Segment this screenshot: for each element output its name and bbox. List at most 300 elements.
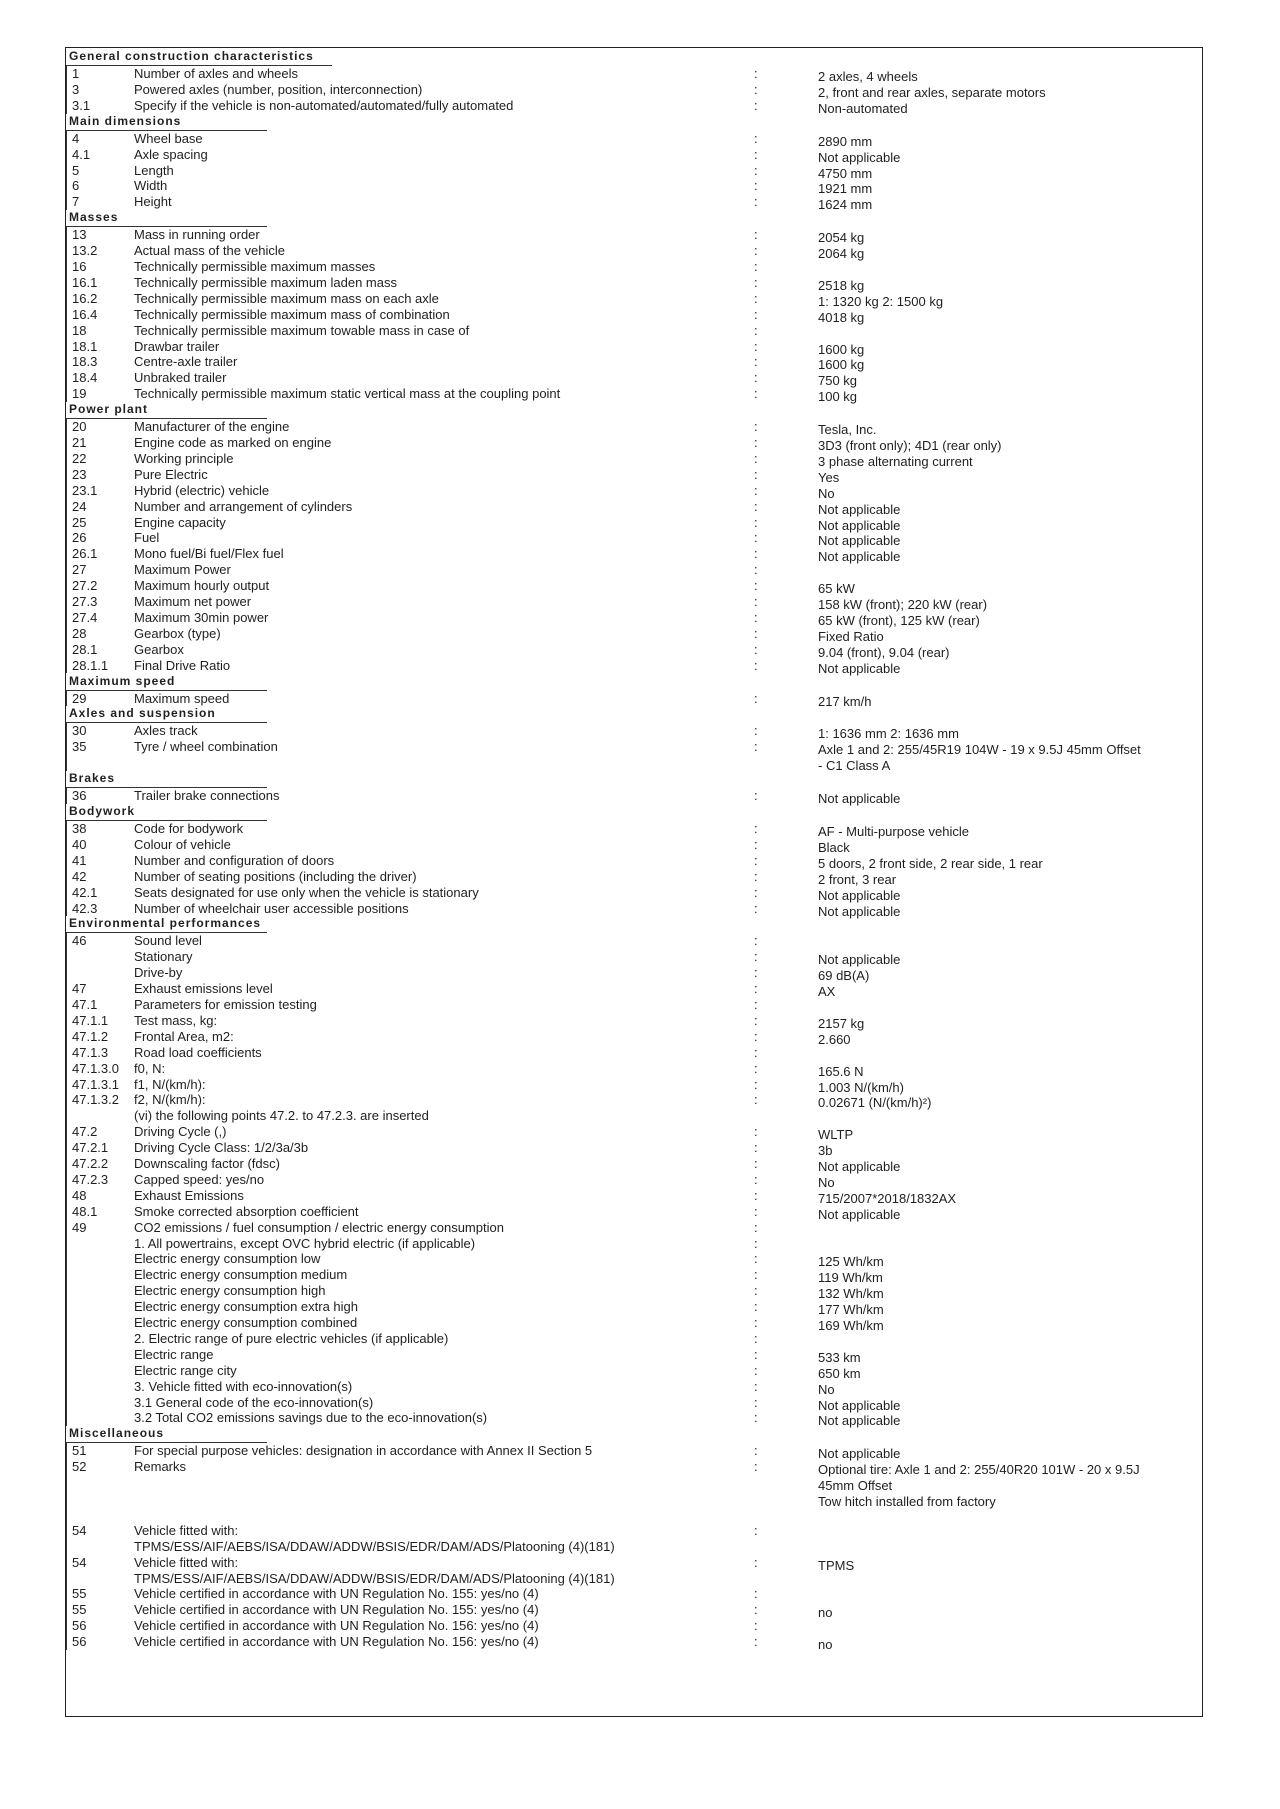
separator-colon: :: [754, 852, 758, 868]
spec-row: [66, 1507, 1202, 1523]
item-label: 3.2 Total CO2 emissions savings due to the eco-innovation(s): [134, 1410, 488, 1426]
item-value: 715/2007*2018/1832AX: [818, 1190, 957, 1206]
item-value: 2 axles, 4 wheels: [818, 69, 918, 84]
item-label: Actual mass of the vehicle: [134, 243, 286, 259]
item-value: Not applicable: [818, 549, 901, 565]
item-number: 29: [72, 690, 87, 706]
item-label: Fuel: [134, 530, 160, 546]
item-value: 4750 mm: [818, 165, 873, 181]
separator-colon: :: [754, 1124, 758, 1140]
item-value: 2, front and rear axles, separate motors: [818, 84, 1046, 100]
separator-colon: :: [754, 1283, 758, 1299]
item-value: 2 front, 3 rear: [818, 871, 897, 887]
item-label: Technically permissible maximum masses: [134, 259, 376, 274]
spec-row: [66, 1077, 1202, 1093]
spec-row: [66, 1410, 1202, 1429]
spec-row: [66, 1124, 1202, 1143]
spec-row: [66, 386, 1202, 405]
item-label: Number of axles and wheels: [134, 66, 299, 81]
item-label: TPMS/ESS/AIF/AEBS/ISA/DDAW/ADDW/BSIS/EDR/DAM/ADS/Platooning (4)(181): [134, 1570, 615, 1586]
separator-colon: :: [754, 274, 758, 290]
spec-row: [66, 1283, 1202, 1302]
item-label: Test mass, kg:: [134, 1012, 218, 1028]
item-label: Number and configuration of doors: [134, 852, 335, 868]
spec-row: [66, 853, 1202, 869]
separator-colon: :: [754, 1076, 758, 1092]
separator-colon: :: [754, 482, 758, 498]
item-value: 65 kW (front), 125 kW (rear): [818, 612, 980, 628]
item-label: Height: [134, 194, 172, 210]
spec-row: [66, 467, 1202, 483]
separator-colon: :: [754, 1634, 758, 1650]
spec-row: [66, 515, 1202, 531]
separator-colon: :: [754, 419, 758, 435]
item-value: 217 km/h: [818, 693, 872, 709]
section-title: Power plant: [66, 402, 148, 416]
spec-row: [66, 1347, 1202, 1363]
item-value: Tow hitch installed from factory: [818, 1494, 996, 1509]
item-value: 2157 kg: [818, 1015, 865, 1031]
item-value: AF - Multi-purpose vehicle: [818, 824, 969, 839]
item-number: 47.1: [72, 997, 98, 1012]
spec-row: [66, 1555, 1202, 1571]
item-number: 55: [72, 1602, 87, 1618]
item-label: Road load coefficients: [134, 1044, 262, 1060]
item-number: 48.1: [72, 1203, 98, 1219]
separator-colon: :: [754, 1156, 758, 1171]
spec-row: [66, 147, 1202, 163]
item-value: no: [818, 1605, 833, 1621]
item-label: f0, N:: [134, 1060, 166, 1076]
item-label: For special purpose vehicles: designation in accordance with Annex II Section 5: [134, 1443, 593, 1459]
separator-colon: :: [754, 657, 758, 673]
item-value: 1624 mm: [818, 197, 873, 213]
spec-row: [66, 1299, 1202, 1318]
item-number: 42: [72, 868, 87, 884]
item-value: Not applicable: [818, 791, 901, 807]
separator-colon: :: [754, 933, 758, 949]
item-number: 3.1: [72, 97, 91, 113]
separator-colon: :: [754, 338, 758, 354]
separator-colon: :: [754, 625, 758, 641]
item-label: Colour of vehicle: [134, 836, 231, 852]
spec-row: [66, 869, 1202, 885]
item-number: 24: [72, 498, 87, 514]
item-number: 27.3: [72, 594, 98, 609]
separator-colon: :: [754, 1602, 758, 1618]
item-number: 16.1: [72, 274, 98, 290]
item-number: 42.3: [72, 900, 98, 916]
item-label: Maximum speed: [134, 690, 230, 706]
separator-colon: :: [754, 1554, 758, 1570]
separator-colon: :: [754, 1092, 758, 1108]
item-label: Vehicle certified in accordance with UN Regulation No. 156: yes/no (4): [134, 1618, 539, 1634]
spec-row: [66, 163, 1202, 179]
item-value: Optional tire: Axle 1 and 2: 255/40R20 101W - 20 x 9.5J: [818, 1462, 1140, 1478]
spec-row: [66, 1220, 1202, 1236]
separator-colon: :: [754, 1251, 758, 1267]
separator-colon: :: [754, 1267, 758, 1283]
separator-colon: :: [754, 1378, 758, 1394]
item-value: 2.660: [818, 1031, 851, 1047]
item-value: 1600 kg: [818, 357, 865, 373]
item-label: Tyre / wheel combination: [134, 739, 278, 755]
item-number: 23: [72, 466, 87, 482]
item-number: 1: [72, 66, 80, 81]
item-label: Driving Cycle (,): [134, 1124, 227, 1140]
item-value: Not applicable: [818, 501, 901, 517]
separator-colon: :: [754, 868, 758, 884]
item-value: 1: 1320 kg 2: 1500 kg: [818, 293, 944, 309]
separator-colon: :: [754, 1140, 758, 1156]
separator-colon: :: [754, 562, 758, 578]
item-value: Not applicable: [818, 1413, 901, 1429]
spec-row: [66, 1571, 1202, 1587]
separator-colon: :: [754, 609, 758, 625]
item-value: 533 km: [818, 1349, 861, 1365]
item-label: Number and arrangement of cylinders: [134, 498, 353, 514]
item-value: Tesla, Inc.: [818, 422, 877, 438]
item-label: Exhaust emissions level: [134, 981, 273, 997]
section-title: Masses: [66, 210, 118, 224]
section-title: Axles and suspension: [66, 706, 216, 720]
separator-colon: :: [754, 386, 758, 402]
separator-colon: :: [754, 1618, 758, 1634]
item-value: 3D3 (front only); 4D1 (rear only): [818, 438, 1002, 453]
item-label: Remarks: [134, 1459, 187, 1475]
item-value: Non-automated: [818, 100, 908, 116]
item-label: Centre-axle trailer: [134, 354, 238, 370]
item-value: 9.04 (front), 9.04 (rear): [818, 644, 950, 660]
item-number: 16: [72, 259, 87, 274]
item-value: Not applicable: [818, 1206, 901, 1222]
item-label: Electric energy consumption extra high: [134, 1299, 359, 1315]
spec-row: [66, 1140, 1202, 1159]
item-label: Axles track: [134, 723, 198, 739]
item-label: Technically permissible maximum mass of combination: [134, 306, 450, 322]
item-value: Not applicable: [818, 903, 901, 919]
item-number: 49: [72, 1219, 87, 1235]
item-value: 2518 kg: [818, 277, 865, 293]
item-label: Parameters for emission testing: [134, 997, 317, 1012]
separator-colon: :: [754, 1346, 758, 1362]
item-number: 35: [72, 739, 87, 755]
section-title: Brakes: [66, 771, 115, 785]
separator-colon: :: [754, 884, 758, 900]
spec-row: [66, 1586, 1202, 1602]
item-number: 22: [72, 450, 87, 466]
separator-colon: :: [754, 981, 758, 997]
separator-colon: :: [754, 97, 758, 113]
item-label: f1, N/(km/h):: [134, 1076, 206, 1092]
item-number: 18.4: [72, 370, 98, 386]
item-number: 47.2.1: [72, 1140, 109, 1156]
item-value: Black: [818, 839, 850, 855]
spec-row: [66, 691, 1202, 707]
separator-colon: :: [754, 1171, 758, 1187]
spec-row: [66, 1315, 1202, 1331]
item-label: 2. Electric range of pure electric vehicles (if applicable): [134, 1330, 449, 1346]
separator-colon: :: [754, 821, 758, 836]
item-number: 51: [72, 1443, 87, 1459]
item-number: 41: [72, 852, 87, 868]
item-value: 2890 mm: [818, 133, 873, 149]
item-number: 3: [72, 81, 80, 97]
item-label: Vehicle certified in accordance with UN Regulation No. 156: yes/no (4): [134, 1634, 539, 1650]
separator-colon: :: [754, 1362, 758, 1378]
spec-row: [66, 949, 1202, 968]
item-number: 47.2: [72, 1124, 98, 1140]
item-value: 650 km: [818, 1365, 861, 1381]
separator-colon: :: [754, 641, 758, 657]
spec-row: [66, 610, 1202, 626]
item-value: Not applicable: [818, 887, 901, 903]
separator-colon: :: [754, 66, 758, 81]
item-number: 26: [72, 530, 87, 546]
item-value: 1600 kg: [818, 341, 865, 357]
separator-colon: :: [754, 1012, 758, 1028]
spec-row: [66, 1634, 1202, 1653]
separator-colon: :: [754, 1330, 758, 1346]
separator-colon: :: [754, 1235, 758, 1251]
item-label: Downscaling factor (fdsc): [134, 1156, 280, 1171]
item-value: Not applicable: [818, 952, 901, 968]
separator-colon: :: [754, 466, 758, 482]
spec-row: [66, 98, 1202, 114]
spec-row: [66, 1092, 1202, 1111]
item-value: Not applicable: [818, 660, 901, 676]
separator-colon: :: [754, 1394, 758, 1410]
item-label: Mass in running order: [134, 227, 260, 243]
item-number: 4: [72, 130, 80, 146]
item-number: 54: [72, 1522, 87, 1538]
item-number: 25: [72, 514, 87, 530]
item-number: 13.2: [72, 243, 98, 259]
item-label: Electric energy consumption medium: [134, 1267, 348, 1283]
item-label: Electric range: [134, 1346, 214, 1362]
item-number: 26.1: [72, 546, 98, 562]
item-number: 48: [72, 1187, 87, 1203]
separator-colon: :: [754, 546, 758, 562]
spec-row: [66, 307, 1202, 323]
item-value: Not applicable: [818, 533, 901, 549]
item-label: Trailer brake connections: [134, 788, 280, 804]
spec-row: [66, 1443, 1202, 1462]
item-number: 18.3: [72, 354, 98, 370]
separator-colon: :: [754, 530, 758, 546]
item-number: 27.4: [72, 609, 98, 625]
item-label: Stationary: [134, 949, 193, 965]
section-title: Main dimensions: [66, 114, 181, 128]
item-label: Final Drive Ratio: [134, 657, 231, 673]
spec-row: [66, 82, 1202, 98]
spec-row: [66, 1172, 1202, 1188]
item-label: Maximum 30min power: [134, 609, 269, 625]
separator-colon: :: [754, 900, 758, 916]
spec-row: [66, 739, 1202, 758]
item-value: 100 kg: [818, 389, 858, 405]
item-number: 56: [72, 1618, 87, 1634]
item-number: 27: [72, 562, 87, 578]
item-label: Smoke corrected absorption coefficient: [134, 1203, 359, 1219]
item-label: (vi) the following points 47.2. to 47.2.3. are inserted: [134, 1108, 429, 1124]
item-value: Not applicable: [818, 149, 901, 165]
item-value: No: [818, 1174, 835, 1190]
item-number: 56: [72, 1634, 87, 1650]
spec-row: [66, 1045, 1202, 1061]
item-number: 18: [72, 322, 87, 338]
spec-row: [66, 1491, 1202, 1507]
spec-row: [66, 594, 1202, 610]
separator-colon: :: [754, 1459, 758, 1475]
item-label: Hybrid (electric) vehicle: [134, 482, 270, 498]
item-label: Electric range city: [134, 1362, 237, 1378]
separator-colon: :: [754, 227, 758, 243]
item-value: 158 kW (front); 220 kW (rear): [818, 597, 988, 612]
separator-colon: :: [754, 498, 758, 514]
spec-row: [66, 1618, 1202, 1634]
item-value: 169 Wh/km: [818, 1318, 884, 1333]
separator-colon: :: [754, 1315, 758, 1330]
spec-row: [66, 419, 1202, 438]
item-value: 0.02671 (N/(km/h)²): [818, 1095, 932, 1111]
item-label: Wheel base: [134, 130, 203, 146]
item-number: 4.1: [72, 146, 91, 162]
item-label: Working principle: [134, 450, 234, 466]
item-number: 54: [72, 1554, 87, 1570]
item-label: Maximum hourly output: [134, 578, 270, 594]
spec-row: [66, 227, 1202, 246]
spec-row: [66, 1395, 1202, 1411]
spec-row: [66, 1459, 1202, 1478]
separator-colon: :: [754, 578, 758, 594]
separator-colon: :: [754, 354, 758, 370]
item-label: Electric energy consumption low: [134, 1251, 321, 1267]
spec-row: [66, 885, 1202, 901]
spec-row: [66, 562, 1202, 578]
item-label: f2, N/(km/h):: [134, 1092, 206, 1108]
spec-row: [66, 642, 1202, 658]
item-value: 125 Wh/km: [818, 1254, 884, 1270]
spec-row: [66, 1188, 1202, 1204]
item-label: Capped speed: yes/no: [134, 1171, 265, 1187]
item-label: Code for bodywork: [134, 821, 244, 836]
item-label: 1. All powertrains, except OVC hybrid electric (if applicable): [134, 1235, 476, 1251]
item-number: 47.1.1: [72, 1012, 109, 1028]
section-title: Maximum speed: [66, 674, 175, 688]
spec-row: [66, 1108, 1202, 1124]
item-label: Technically permissible maximum towable mass in case of: [134, 322, 470, 338]
item-label: Maximum Power: [134, 562, 231, 578]
separator-colon: :: [754, 1443, 758, 1459]
section-title: Environmental performances: [66, 916, 261, 930]
spec-row: [66, 435, 1202, 451]
separator-colon: :: [754, 370, 758, 386]
item-label: Pure Electric: [134, 466, 208, 482]
item-number: 47.2.2: [72, 1156, 109, 1171]
separator-colon: :: [754, 1586, 758, 1602]
item-label: Sound level: [134, 933, 202, 949]
spec-row: [66, 370, 1202, 389]
item-label: Maximum net power: [134, 594, 252, 609]
item-value: no: [818, 1637, 833, 1653]
separator-colon: :: [754, 450, 758, 466]
item-value: - C1 Class A: [818, 758, 891, 774]
spec-row: [66, 933, 1202, 949]
spec-row: [66, 451, 1202, 467]
separator-colon: :: [754, 514, 758, 530]
item-number: 47.1.2: [72, 1028, 109, 1044]
separator-colon: :: [754, 690, 758, 706]
separator-colon: :: [754, 1219, 758, 1235]
item-label: Width: [134, 178, 168, 194]
item-value: Axle 1 and 2: 255/45R19 104W - 19 x 9.5J 45mm Offset: [818, 742, 1141, 758]
separator-colon: :: [754, 739, 758, 755]
item-number: 19: [72, 386, 87, 402]
spec-row: [66, 755, 1202, 774]
item-value: 119 Wh/km: [818, 1270, 883, 1286]
item-label: 3. Vehicle fitted with eco-innovation(s): [134, 1378, 353, 1394]
spec-row: [66, 530, 1202, 549]
item-value: 4018 kg: [818, 309, 865, 325]
separator-colon: :: [754, 290, 758, 306]
spec-row: [66, 259, 1202, 275]
item-label: Vehicle fitted with:: [134, 1554, 239, 1570]
item-label: Exhaust Emissions: [134, 1187, 244, 1203]
item-number: 30: [72, 723, 87, 739]
item-label: Gearbox: [134, 641, 184, 657]
item-number: 52: [72, 1459, 87, 1475]
item-value: 165.6 N: [818, 1063, 864, 1079]
spec-row: [66, 1331, 1202, 1347]
item-number: 47.2.3: [72, 1171, 109, 1187]
spec-row: [66, 1363, 1202, 1379]
item-number: 47: [72, 981, 87, 997]
item-number: 55: [72, 1586, 87, 1602]
spec-row: [66, 578, 1202, 597]
spec-row: [66, 1029, 1202, 1045]
item-label: Unbraked trailer: [134, 370, 227, 386]
spec-row: [66, 291, 1202, 307]
spec-row: [66, 821, 1202, 837]
spec-row: [66, 965, 1202, 984]
item-label: Frontal Area, m2:: [134, 1028, 234, 1044]
item-number: 36: [72, 788, 87, 804]
item-number: 47.1.3: [72, 1044, 109, 1060]
spec-row: [66, 131, 1202, 147]
spec-row: [66, 1204, 1202, 1220]
item-value: 1: 1636 mm 2: 1636 mm: [818, 726, 959, 742]
spec-row: [66, 483, 1202, 499]
spec-row: [66, 275, 1202, 291]
separator-colon: :: [754, 1028, 758, 1044]
item-label: Engine code as marked on engine: [134, 435, 332, 450]
separator-colon: :: [754, 997, 758, 1012]
spec-row: [66, 1523, 1202, 1539]
item-value: 1.003 N/(km/h): [818, 1079, 904, 1095]
item-value: 132 Wh/km: [818, 1286, 884, 1302]
item-label: Drawbar trailer: [134, 338, 220, 354]
separator-colon: :: [754, 1060, 758, 1076]
spec-row: [66, 194, 1202, 213]
item-number: 7: [72, 194, 80, 210]
item-value: 177 Wh/km: [818, 1302, 884, 1318]
item-value: 65 kW: [818, 581, 855, 597]
item-number: 5: [72, 162, 80, 178]
item-number: 16.2: [72, 290, 98, 306]
spec-row: [66, 788, 1202, 807]
item-label: Mono fuel/Bi fuel/Flex fuel: [134, 546, 284, 562]
